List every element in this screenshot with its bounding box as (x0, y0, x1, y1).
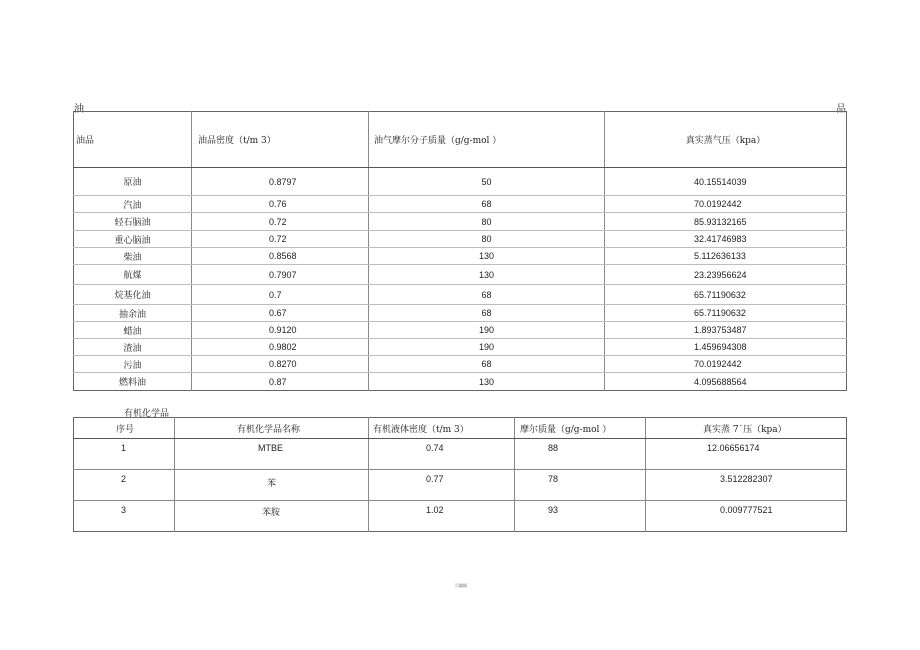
column-header: 油品 (74, 112, 192, 168)
column-header: 真实蒸气压（kpa） (605, 112, 847, 168)
row-number: 1 (121, 443, 127, 453)
product-name: 渣油 (74, 339, 192, 356)
vapor-pressure-value: 70.0192442 (605, 196, 847, 213)
table-row (74, 373, 847, 391)
vapor-pressure-value: 4.095688564 (694, 376, 747, 387)
molar-mass-value: 93 (548, 505, 559, 515)
vapor-pressure-value: 65.71190632 (605, 285, 847, 305)
product-name: 轻石脑油 (74, 213, 192, 231)
density-value: 0.9802 (192, 339, 369, 356)
column-header: 有机液体密度（t/m 3） (369, 418, 515, 439)
column-header: 油气摩尔分子质量（g/g-mol ） (369, 112, 605, 168)
density-value: 0.8270 (192, 356, 369, 373)
table-row (74, 265, 847, 285)
vapor-pressure-value: 65.71190632 (605, 305, 847, 322)
table-row (74, 305, 847, 322)
table-row (74, 470, 847, 501)
molar-mass-value: 130 (369, 373, 605, 391)
table-row (74, 356, 847, 373)
product-name: 汽油 (74, 196, 192, 213)
vapor-pressure-value: 0.009777521 (720, 505, 773, 515)
density-value: 0.76 (192, 196, 369, 213)
table-row (74, 285, 847, 305)
molar-mass-value: 130 (369, 248, 605, 265)
column-header: 摩尔质量（g/g-mol ） (515, 418, 646, 439)
table-row (74, 196, 847, 213)
density-value: 0.77 (426, 474, 444, 484)
chemical-name: MTBE (258, 443, 284, 453)
density-value: 0.8568 (192, 248, 369, 265)
density-value: 0.72 (192, 231, 369, 248)
table-row (74, 322, 847, 339)
molar-mass-value: 68 (369, 305, 605, 322)
vapor-pressure-value: 70.0192442 (605, 356, 847, 373)
vapor-pressure-value: 12.06656174 (707, 443, 760, 453)
column-header: 序号 (74, 418, 175, 439)
molar-mass-value: 68 (369, 356, 605, 373)
molar-mass-value: 78 (548, 474, 559, 484)
product-name: 抽余油 (74, 305, 192, 322)
molar-mass-value: 88 (548, 443, 559, 453)
row-number: 2 (121, 474, 127, 484)
page-header-left: 油 (74, 104, 84, 115)
oil-products-table (73, 111, 847, 391)
density-value: 0.67 (192, 305, 369, 322)
column-header: 真实蒸 7˙压（kpa） (646, 418, 847, 439)
density-value: 0.9120 (192, 322, 369, 339)
molar-mass-value: 190 (369, 339, 605, 356)
table-row (74, 248, 847, 265)
density-value: 1.02 (426, 505, 444, 515)
table-row (74, 231, 847, 248)
section-title: 有机化学品 (124, 409, 170, 419)
table-header-row (74, 418, 847, 439)
vapor-pressure-value: 32.41746983 (605, 231, 847, 248)
molar-mass-value: 80 (369, 213, 605, 231)
vapor-pressure-value: 40.15514039 (605, 168, 847, 196)
product-name: 柴油 (74, 248, 192, 265)
product-name: 蜡油 (74, 322, 192, 339)
density-value: 0.74 (426, 443, 444, 453)
table-row (74, 501, 847, 532)
product-name: 原油 (74, 168, 192, 196)
molar-mass-value: 130 (369, 265, 605, 285)
density-value: 0.8797 (192, 168, 369, 196)
organic-chemicals-table (73, 417, 847, 532)
product-name: 重心脑油 (74, 231, 192, 248)
density-value: 0.72 (192, 213, 369, 231)
chemical-name: 苯胺 (262, 508, 281, 518)
table-row (74, 168, 847, 196)
table-row (74, 439, 847, 470)
chemical-name: 苯 (267, 479, 277, 489)
table-header-row (74, 112, 847, 168)
density-value: 0.7907 (192, 265, 369, 285)
page-header-right: 品 (836, 104, 846, 115)
density-value: 0.7 (192, 285, 369, 305)
column-header: 油品密度（t/m 3） (192, 112, 369, 168)
molar-mass-value: 50 (369, 168, 605, 196)
product-name: 烷基化油 (74, 285, 192, 305)
product-name: 燃料油 (74, 373, 192, 391)
vapor-pressure-value: 23.23956624 (605, 265, 847, 285)
molar-mass-value: 68 (369, 196, 605, 213)
table-row (74, 339, 847, 356)
page-footnote: 可编辑 (455, 583, 467, 588)
vapor-pressure-value: 5.112636133 (605, 248, 847, 265)
molar-mass-value: 190 (369, 322, 605, 339)
product-name: 污油 (74, 356, 192, 373)
table-row (74, 213, 847, 231)
density-value: 0.87 (192, 373, 369, 391)
vapor-pressure-value: 3.512282307 (720, 474, 773, 484)
vapor-pressure-value: 1.459694308 (605, 339, 847, 356)
vapor-pressure-value: 1.893753487 (605, 322, 847, 339)
molar-mass-value: 68 (369, 285, 605, 305)
product-name: 航煤 (74, 265, 192, 285)
row-number: 3 (121, 505, 127, 515)
column-header: 有机化学品名称 (175, 418, 369, 439)
vapor-pressure-value: 85.93132165 (605, 213, 847, 231)
molar-mass-value: 80 (369, 231, 605, 248)
